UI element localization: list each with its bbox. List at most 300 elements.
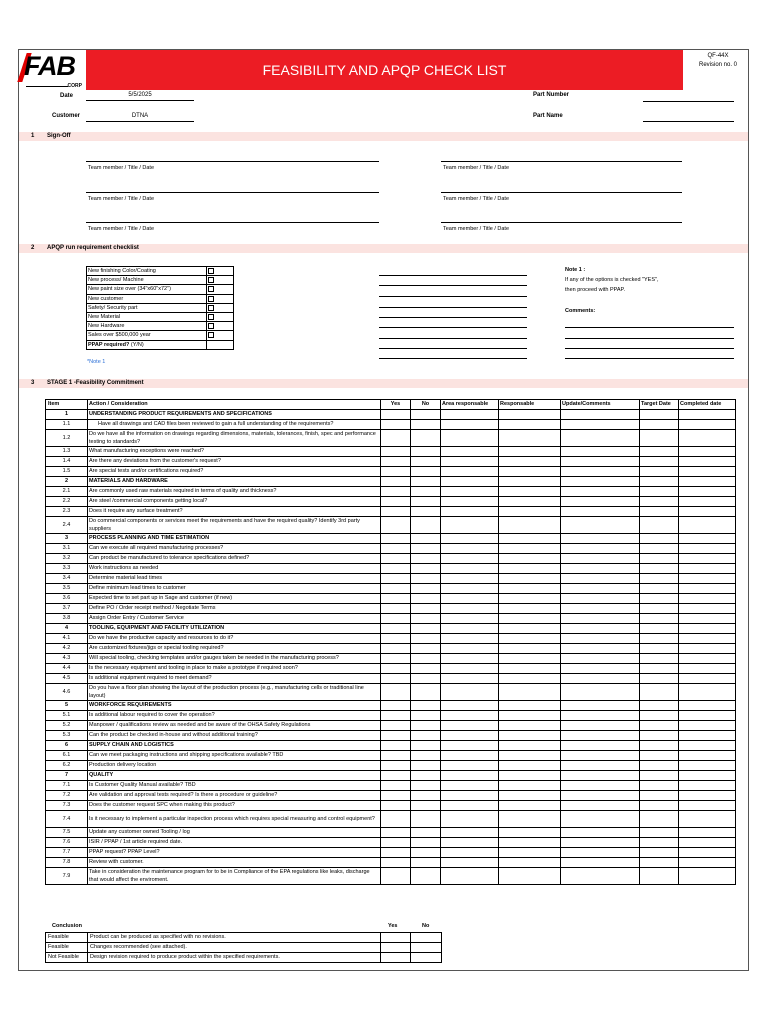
stage1-no-cell[interactable] <box>411 420 441 430</box>
stage1-yes-cell[interactable] <box>381 654 411 664</box>
stage1-comments-cell[interactable] <box>561 457 640 467</box>
stage1-completed-cell[interactable] <box>679 838 736 848</box>
stage1-completed-cell[interactable] <box>679 584 736 594</box>
stage1-area-cell[interactable] <box>441 664 499 674</box>
stage1-completed-cell[interactable] <box>679 781 736 791</box>
stage1-area-cell[interactable] <box>441 644 499 654</box>
stage1-area-cell[interactable] <box>441 731 499 741</box>
stage1-area-cell[interactable] <box>441 614 499 624</box>
stage1-completed-cell[interactable] <box>679 554 736 564</box>
stage1-target-cell[interactable] <box>640 811 679 828</box>
customer-value[interactable]: DTNA <box>131 113 149 119</box>
stage1-completed-cell[interactable] <box>679 430 736 447</box>
part-name-field[interactable] <box>643 121 734 122</box>
stage1-yes-cell[interactable] <box>381 534 411 544</box>
stage1-yes-cell[interactable] <box>381 741 411 751</box>
stage1-responsable-cell[interactable] <box>499 420 561 430</box>
stage1-target-cell[interactable] <box>640 701 679 711</box>
stage1-target-cell[interactable] <box>640 594 679 604</box>
stage1-area-cell[interactable] <box>441 684 499 701</box>
stage1-yes-cell[interactable] <box>381 477 411 487</box>
stage1-no-cell[interactable] <box>411 634 441 644</box>
stage1-completed-cell[interactable] <box>679 858 736 868</box>
stage1-responsable-cell[interactable] <box>499 467 561 477</box>
stage1-comments-cell[interactable] <box>561 564 640 574</box>
stage1-area-cell[interactable] <box>441 517 499 534</box>
stage1-responsable-cell[interactable] <box>499 664 561 674</box>
stage1-area-cell[interactable] <box>441 467 499 477</box>
stage1-area-cell[interactable] <box>441 487 499 497</box>
stage1-comments-cell[interactable] <box>561 828 640 838</box>
stage1-no-cell[interactable] <box>411 801 441 811</box>
apqp-answer-line[interactable] <box>379 317 527 318</box>
stage1-no-cell[interactable] <box>411 644 441 654</box>
stage1-target-cell[interactable] <box>640 410 679 420</box>
signature-line[interactable] <box>441 161 682 162</box>
stage1-yes-cell[interactable] <box>381 614 411 624</box>
stage1-target-cell[interactable] <box>640 664 679 674</box>
stage1-completed-cell[interactable] <box>679 761 736 771</box>
stage1-completed-cell[interactable] <box>679 751 736 761</box>
stage1-yes-cell[interactable] <box>381 430 411 447</box>
stage1-responsable-cell[interactable] <box>499 594 561 604</box>
stage1-no-cell[interactable] <box>411 457 441 467</box>
stage1-yes-cell[interactable] <box>381 420 411 430</box>
stage1-comments-cell[interactable] <box>561 811 640 828</box>
stage1-area-cell[interactable] <box>441 457 499 467</box>
apqp-answer-line[interactable] <box>379 275 527 276</box>
stage1-responsable-cell[interactable] <box>499 848 561 858</box>
stage1-completed-cell[interactable] <box>679 534 736 544</box>
stage1-responsable-cell[interactable] <box>499 701 561 711</box>
stage1-responsable-cell[interactable] <box>499 801 561 811</box>
stage1-yes-cell[interactable] <box>381 868 411 885</box>
stage1-comments-cell[interactable] <box>561 410 640 420</box>
stage1-comments-cell[interactable] <box>561 701 640 711</box>
stage1-yes-cell[interactable] <box>381 711 411 721</box>
stage1-target-cell[interactable] <box>640 731 679 741</box>
apqp-answer-line[interactable] <box>379 327 527 328</box>
stage1-yes-cell[interactable] <box>381 554 411 564</box>
stage1-area-cell[interactable] <box>441 721 499 731</box>
stage1-area-cell[interactable] <box>441 741 499 751</box>
stage1-yes-cell[interactable] <box>381 574 411 584</box>
stage1-target-cell[interactable] <box>640 614 679 624</box>
stage1-no-cell[interactable] <box>411 674 441 684</box>
stage1-area-cell[interactable] <box>441 791 499 801</box>
stage1-no-cell[interactable] <box>411 467 441 477</box>
stage1-comments-cell[interactable] <box>561 624 640 634</box>
stage1-target-cell[interactable] <box>640 771 679 781</box>
stage1-area-cell[interactable] <box>441 420 499 430</box>
conclusion-yes-cell[interactable] <box>381 953 411 963</box>
stage1-target-cell[interactable] <box>640 634 679 644</box>
stage1-completed-cell[interactable] <box>679 544 736 554</box>
stage1-comments-cell[interactable] <box>561 684 640 701</box>
apqp-answer-line[interactable] <box>379 296 527 297</box>
stage1-yes-cell[interactable] <box>381 544 411 554</box>
stage1-no-cell[interactable] <box>411 544 441 554</box>
stage1-area-cell[interactable] <box>441 624 499 634</box>
stage1-comments-cell[interactable] <box>561 858 640 868</box>
stage1-target-cell[interactable] <box>640 624 679 634</box>
stage1-responsable-cell[interactable] <box>499 614 561 624</box>
stage1-yes-cell[interactable] <box>381 564 411 574</box>
stage1-comments-cell[interactable] <box>561 771 640 781</box>
apqp-item-checkbox[interactable] <box>208 296 214 302</box>
signature-line[interactable] <box>86 222 379 223</box>
stage1-yes-cell[interactable] <box>381 447 411 457</box>
stage1-target-cell[interactable] <box>640 761 679 771</box>
signature-line[interactable] <box>86 161 379 162</box>
stage1-yes-cell[interactable] <box>381 761 411 771</box>
stage1-target-cell[interactable] <box>640 554 679 564</box>
stage1-target-cell[interactable] <box>640 457 679 467</box>
stage1-completed-cell[interactable] <box>679 624 736 634</box>
stage1-completed-cell[interactable] <box>679 614 736 624</box>
stage1-completed-cell[interactable] <box>679 701 736 711</box>
stage1-comments-cell[interactable] <box>561 430 640 447</box>
stage1-yes-cell[interactable] <box>381 634 411 644</box>
stage1-area-cell[interactable] <box>441 584 499 594</box>
stage1-comments-cell[interactable] <box>561 517 640 534</box>
stage1-comments-cell[interactable] <box>561 741 640 751</box>
apqp-item-checkbox[interactable] <box>208 314 214 320</box>
stage1-area-cell[interactable] <box>441 701 499 711</box>
stage1-completed-cell[interactable] <box>679 741 736 751</box>
stage1-completed-cell[interactable] <box>679 721 736 731</box>
stage1-target-cell[interactable] <box>640 564 679 574</box>
stage1-no-cell[interactable] <box>411 848 441 858</box>
stage1-no-cell[interactable] <box>411 594 441 604</box>
stage1-area-cell[interactable] <box>441 801 499 811</box>
stage1-responsable-cell[interactable] <box>499 761 561 771</box>
stage1-responsable-cell[interactable] <box>499 534 561 544</box>
stage1-target-cell[interactable] <box>640 858 679 868</box>
stage1-completed-cell[interactable] <box>679 711 736 721</box>
stage1-target-cell[interactable] <box>640 741 679 751</box>
stage1-completed-cell[interactable] <box>679 848 736 858</box>
stage1-no-cell[interactable] <box>411 838 441 848</box>
stage1-comments-cell[interactable] <box>561 574 640 584</box>
stage1-comments-cell[interactable] <box>561 594 640 604</box>
date-value[interactable]: 5/5/2025 <box>128 92 152 98</box>
stage1-responsable-cell[interactable] <box>499 654 561 664</box>
stage1-responsable-cell[interactable] <box>499 838 561 848</box>
stage1-no-cell[interactable] <box>411 684 441 701</box>
stage1-responsable-cell[interactable] <box>499 741 561 751</box>
stage1-completed-cell[interactable] <box>679 507 736 517</box>
stage1-target-cell[interactable] <box>640 584 679 594</box>
stage1-completed-cell[interactable] <box>679 828 736 838</box>
stage1-target-cell[interactable] <box>640 507 679 517</box>
comment-line[interactable] <box>565 338 734 339</box>
stage1-comments-cell[interactable] <box>561 721 640 731</box>
stage1-yes-cell[interactable] <box>381 584 411 594</box>
stage1-target-cell[interactable] <box>640 828 679 838</box>
stage1-target-cell[interactable] <box>640 801 679 811</box>
stage1-completed-cell[interactable] <box>679 868 736 885</box>
stage1-responsable-cell[interactable] <box>499 487 561 497</box>
stage1-area-cell[interactable] <box>441 497 499 507</box>
stage1-responsable-cell[interactable] <box>499 731 561 741</box>
stage1-target-cell[interactable] <box>640 447 679 457</box>
stage1-completed-cell[interactable] <box>679 564 736 574</box>
stage1-comments-cell[interactable] <box>561 487 640 497</box>
stage1-no-cell[interactable] <box>411 614 441 624</box>
stage1-completed-cell[interactable] <box>679 410 736 420</box>
stage1-area-cell[interactable] <box>441 564 499 574</box>
stage1-yes-cell[interactable] <box>381 731 411 741</box>
apqp-answer-line[interactable] <box>379 358 527 359</box>
stage1-target-cell[interactable] <box>640 477 679 487</box>
stage1-target-cell[interactable] <box>640 420 679 430</box>
stage1-area-cell[interactable] <box>441 447 499 457</box>
stage1-comments-cell[interactable] <box>561 477 640 487</box>
stage1-responsable-cell[interactable] <box>499 711 561 721</box>
stage1-responsable-cell[interactable] <box>499 828 561 838</box>
stage1-comments-cell[interactable] <box>561 554 640 564</box>
stage1-comments-cell[interactable] <box>561 634 640 644</box>
apqp-item-checkbox[interactable] <box>208 286 214 292</box>
stage1-completed-cell[interactable] <box>679 447 736 457</box>
stage1-no-cell[interactable] <box>411 741 441 751</box>
stage1-target-cell[interactable] <box>640 721 679 731</box>
apqp-answer-line[interactable] <box>379 348 527 349</box>
stage1-area-cell[interactable] <box>441 848 499 858</box>
stage1-yes-cell[interactable] <box>381 487 411 497</box>
stage1-responsable-cell[interactable] <box>499 674 561 684</box>
stage1-yes-cell[interactable] <box>381 664 411 674</box>
stage1-yes-cell[interactable] <box>381 624 411 634</box>
signature-line[interactable] <box>86 192 379 193</box>
stage1-comments-cell[interactable] <box>561 644 640 654</box>
stage1-comments-cell[interactable] <box>561 614 640 624</box>
stage1-no-cell[interactable] <box>411 447 441 457</box>
stage1-completed-cell[interactable] <box>679 467 736 477</box>
stage1-area-cell[interactable] <box>441 534 499 544</box>
stage1-area-cell[interactable] <box>441 761 499 771</box>
stage1-area-cell[interactable] <box>441 711 499 721</box>
stage1-comments-cell[interactable] <box>561 447 640 457</box>
stage1-no-cell[interactable] <box>411 664 441 674</box>
stage1-area-cell[interactable] <box>441 781 499 791</box>
stage1-responsable-cell[interactable] <box>499 430 561 447</box>
conclusion-yes-cell[interactable] <box>381 943 411 953</box>
apqp-item-checkbox[interactable] <box>208 268 214 274</box>
stage1-yes-cell[interactable] <box>381 517 411 534</box>
stage1-completed-cell[interactable] <box>679 594 736 604</box>
stage1-no-cell[interactable] <box>411 731 441 741</box>
stage1-target-cell[interactable] <box>640 467 679 477</box>
stage1-area-cell[interactable] <box>441 430 499 447</box>
stage1-no-cell[interactable] <box>411 791 441 801</box>
stage1-yes-cell[interactable] <box>381 604 411 614</box>
stage1-target-cell[interactable] <box>640 517 679 534</box>
stage1-completed-cell[interactable] <box>679 684 736 701</box>
stage1-completed-cell[interactable] <box>679 497 736 507</box>
stage1-area-cell[interactable] <box>441 634 499 644</box>
stage1-responsable-cell[interactable] <box>499 791 561 801</box>
stage1-area-cell[interactable] <box>441 838 499 848</box>
stage1-target-cell[interactable] <box>640 604 679 614</box>
stage1-completed-cell[interactable] <box>679 420 736 430</box>
stage1-area-cell[interactable] <box>441 858 499 868</box>
stage1-comments-cell[interactable] <box>561 507 640 517</box>
stage1-area-cell[interactable] <box>441 654 499 664</box>
stage1-comments-cell[interactable] <box>561 781 640 791</box>
apqp-answer-line[interactable] <box>379 285 527 286</box>
stage1-no-cell[interactable] <box>411 574 441 584</box>
stage1-yes-cell[interactable] <box>381 497 411 507</box>
apqp-item-checkbox[interactable] <box>208 332 214 338</box>
stage1-target-cell[interactable] <box>640 574 679 584</box>
stage1-completed-cell[interactable] <box>679 654 736 664</box>
stage1-no-cell[interactable] <box>411 430 441 447</box>
stage1-responsable-cell[interactable] <box>499 554 561 564</box>
stage1-comments-cell[interactable] <box>561 848 640 858</box>
stage1-comments-cell[interactable] <box>561 584 640 594</box>
signature-line[interactable] <box>441 192 682 193</box>
stage1-target-cell[interactable] <box>640 674 679 684</box>
conclusion-no-cell[interactable] <box>411 953 442 963</box>
stage1-completed-cell[interactable] <box>679 674 736 684</box>
stage1-comments-cell[interactable] <box>561 534 640 544</box>
stage1-target-cell[interactable] <box>640 430 679 447</box>
stage1-yes-cell[interactable] <box>381 801 411 811</box>
stage1-responsable-cell[interactable] <box>499 584 561 594</box>
stage1-yes-cell[interactable] <box>381 848 411 858</box>
apqp-item-checkbox[interactable] <box>208 277 214 283</box>
stage1-no-cell[interactable] <box>411 858 441 868</box>
stage1-area-cell[interactable] <box>441 828 499 838</box>
stage1-responsable-cell[interactable] <box>499 507 561 517</box>
stage1-responsable-cell[interactable] <box>499 410 561 420</box>
stage1-no-cell[interactable] <box>411 410 441 420</box>
stage1-no-cell[interactable] <box>411 828 441 838</box>
stage1-yes-cell[interactable] <box>381 781 411 791</box>
comment-line[interactable] <box>565 348 734 349</box>
conclusion-yes-cell[interactable] <box>381 933 411 943</box>
stage1-yes-cell[interactable] <box>381 467 411 477</box>
stage1-comments-cell[interactable] <box>561 761 640 771</box>
stage1-completed-cell[interactable] <box>679 771 736 781</box>
stage1-responsable-cell[interactable] <box>499 544 561 554</box>
stage1-responsable-cell[interactable] <box>499 517 561 534</box>
stage1-completed-cell[interactable] <box>679 574 736 584</box>
stage1-yes-cell[interactable] <box>381 751 411 761</box>
stage1-comments-cell[interactable] <box>561 664 640 674</box>
stage1-comments-cell[interactable] <box>561 791 640 801</box>
stage1-target-cell[interactable] <box>640 791 679 801</box>
stage1-area-cell[interactable] <box>441 554 499 564</box>
comment-line[interactable] <box>565 358 734 359</box>
stage1-no-cell[interactable] <box>411 761 441 771</box>
stage1-area-cell[interactable] <box>441 574 499 584</box>
stage1-comments-cell[interactable] <box>561 838 640 848</box>
stage1-yes-cell[interactable] <box>381 771 411 781</box>
stage1-no-cell[interactable] <box>411 624 441 634</box>
stage1-comments-cell[interactable] <box>561 731 640 741</box>
stage1-area-cell[interactable] <box>441 477 499 487</box>
stage1-responsable-cell[interactable] <box>499 634 561 644</box>
apqp-item-checkbox[interactable] <box>208 305 214 311</box>
stage1-completed-cell[interactable] <box>679 477 736 487</box>
stage1-responsable-cell[interactable] <box>499 457 561 467</box>
stage1-target-cell[interactable] <box>640 711 679 721</box>
apqp-answer-line[interactable] <box>379 307 527 308</box>
stage1-no-cell[interactable] <box>411 534 441 544</box>
stage1-no-cell[interactable] <box>411 477 441 487</box>
stage1-target-cell[interactable] <box>640 838 679 848</box>
stage1-yes-cell[interactable] <box>381 858 411 868</box>
stage1-responsable-cell[interactable] <box>499 858 561 868</box>
stage1-responsable-cell[interactable] <box>499 574 561 584</box>
stage1-responsable-cell[interactable] <box>499 564 561 574</box>
stage1-completed-cell[interactable] <box>679 811 736 828</box>
stage1-no-cell[interactable] <box>411 781 441 791</box>
stage1-yes-cell[interactable] <box>381 684 411 701</box>
stage1-yes-cell[interactable] <box>381 838 411 848</box>
stage1-no-cell[interactable] <box>411 584 441 594</box>
stage1-no-cell[interactable] <box>411 751 441 761</box>
stage1-yes-cell[interactable] <box>381 674 411 684</box>
stage1-area-cell[interactable] <box>441 674 499 684</box>
stage1-no-cell[interactable] <box>411 868 441 885</box>
part-number-field[interactable] <box>643 101 734 102</box>
stage1-target-cell[interactable] <box>640 487 679 497</box>
stage1-target-cell[interactable] <box>640 497 679 507</box>
stage1-target-cell[interactable] <box>640 848 679 858</box>
stage1-no-cell[interactable] <box>411 554 441 564</box>
stage1-responsable-cell[interactable] <box>499 771 561 781</box>
stage1-comments-cell[interactable] <box>561 711 640 721</box>
stage1-yes-cell[interactable] <box>381 594 411 604</box>
stage1-yes-cell[interactable] <box>381 644 411 654</box>
stage1-area-cell[interactable] <box>441 771 499 781</box>
stage1-target-cell[interactable] <box>640 751 679 761</box>
stage1-area-cell[interactable] <box>441 410 499 420</box>
stage1-completed-cell[interactable] <box>679 644 736 654</box>
signature-line[interactable] <box>441 222 682 223</box>
stage1-area-cell[interactable] <box>441 507 499 517</box>
stage1-comments-cell[interactable] <box>561 604 640 614</box>
stage1-completed-cell[interactable] <box>679 604 736 614</box>
stage1-comments-cell[interactable] <box>561 654 640 664</box>
stage1-area-cell[interactable] <box>441 604 499 614</box>
stage1-no-cell[interactable] <box>411 497 441 507</box>
stage1-yes-cell[interactable] <box>381 811 411 828</box>
stage1-target-cell[interactable] <box>640 868 679 885</box>
stage1-responsable-cell[interactable] <box>499 497 561 507</box>
stage1-no-cell[interactable] <box>411 771 441 781</box>
stage1-responsable-cell[interactable] <box>499 811 561 828</box>
stage1-comments-cell[interactable] <box>561 497 640 507</box>
stage1-responsable-cell[interactable] <box>499 684 561 701</box>
stage1-comments-cell[interactable] <box>561 674 640 684</box>
stage1-comments-cell[interactable] <box>561 467 640 477</box>
stage1-area-cell[interactable] <box>441 751 499 761</box>
stage1-responsable-cell[interactable] <box>499 644 561 654</box>
stage1-responsable-cell[interactable] <box>499 751 561 761</box>
stage1-no-cell[interactable] <box>411 487 441 497</box>
stage1-comments-cell[interactable] <box>561 751 640 761</box>
stage1-no-cell[interactable] <box>411 811 441 828</box>
stage1-responsable-cell[interactable] <box>499 868 561 885</box>
stage1-comments-cell[interactable] <box>561 868 640 885</box>
stage1-completed-cell[interactable] <box>679 487 736 497</box>
stage1-completed-cell[interactable] <box>679 664 736 674</box>
